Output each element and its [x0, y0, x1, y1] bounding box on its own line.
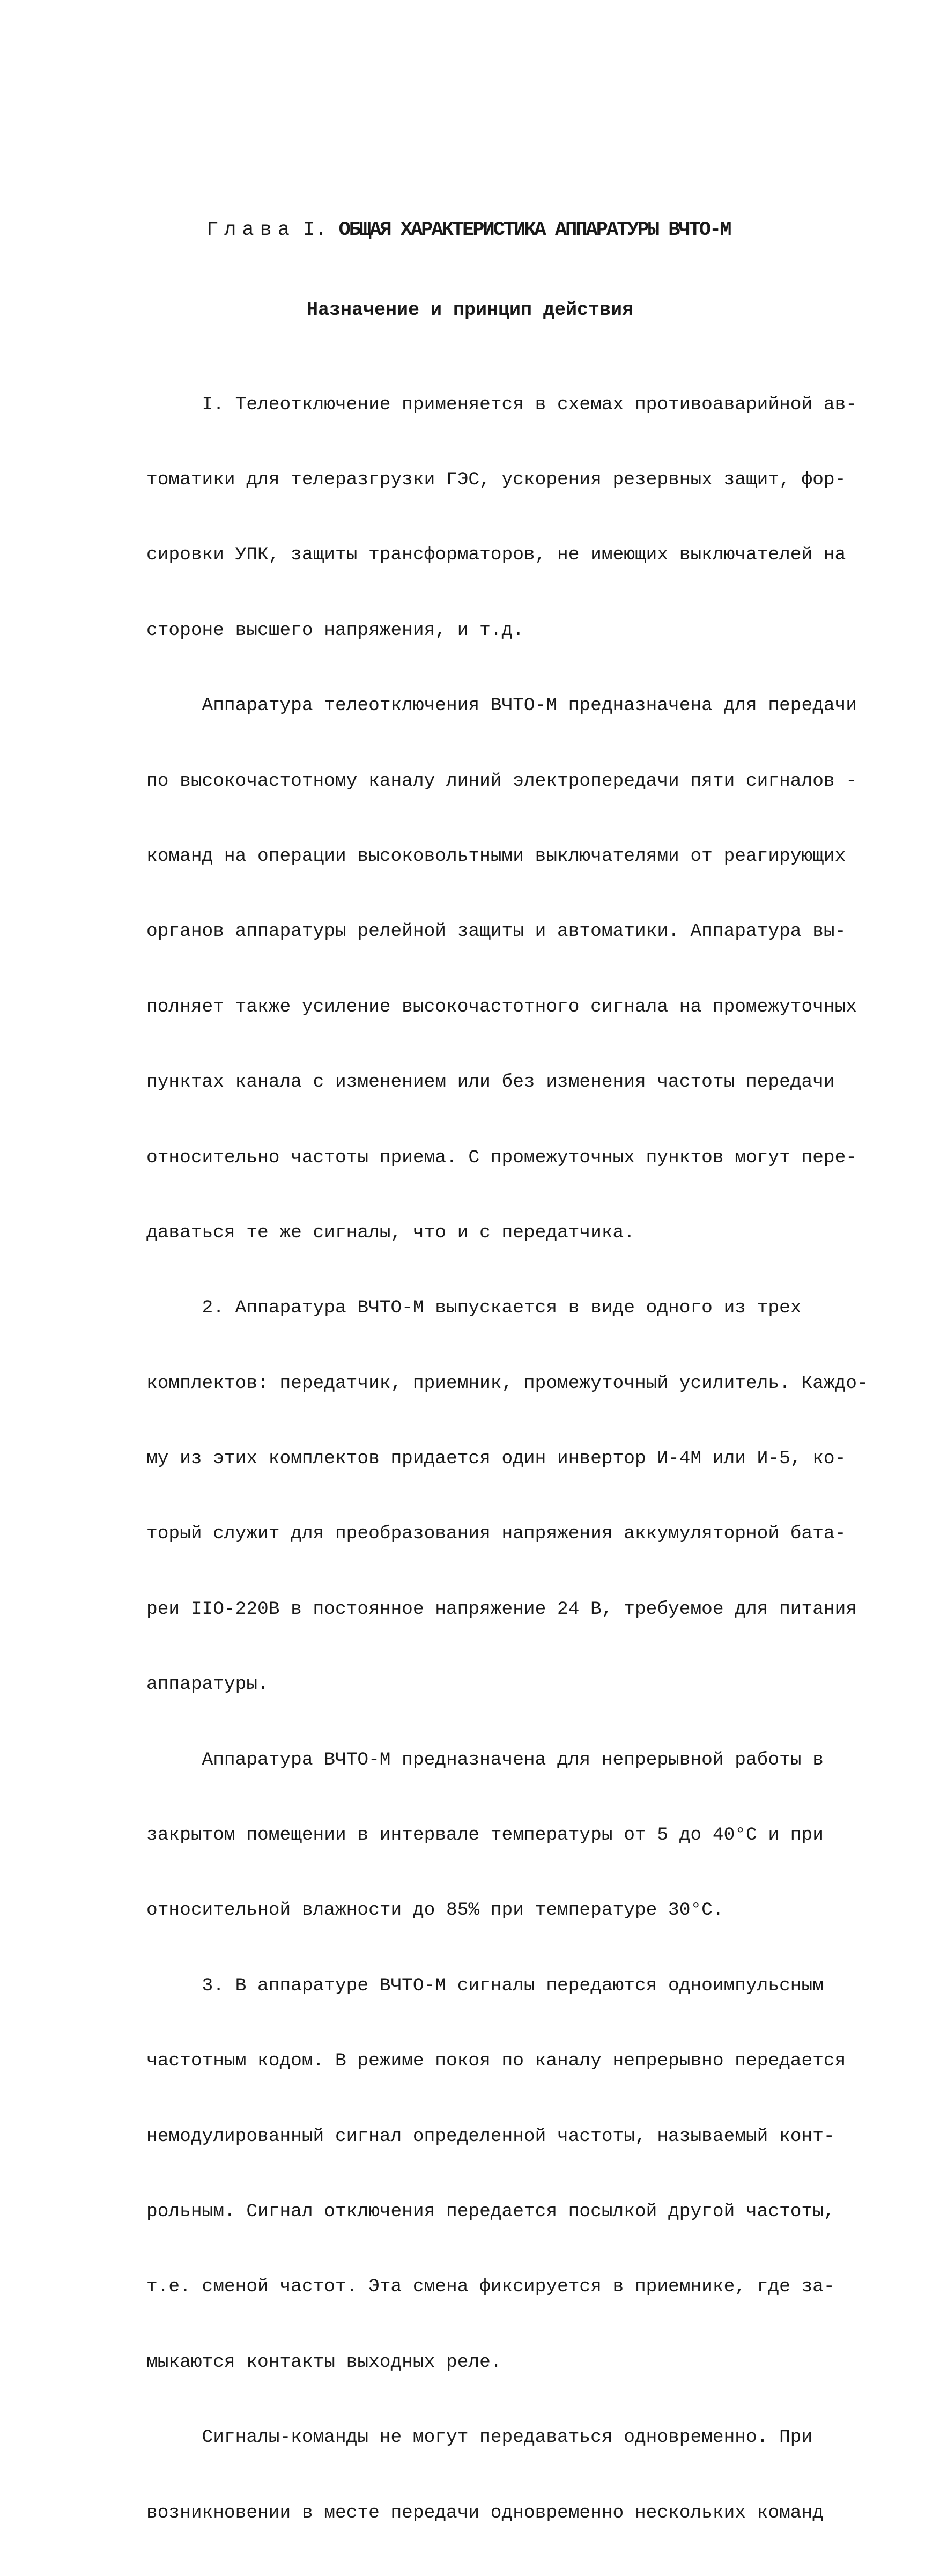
- text-line: аппаратуры.: [146, 1674, 269, 1695]
- chapter-title: [206, 217, 796, 243]
- text-line: рольным. Сигнал отключения передается посылкой другой частоты,: [146, 2201, 835, 2222]
- text-line: команд на операции высоковольтными выключателями от реагирующих: [146, 845, 846, 867]
- text-line: относительной влажности до 85% при температуре 30°С.: [146, 1900, 724, 1921]
- chapter-name: ОБЩАЯ ХАРАКТЕРИСТИКА АППАРАТУРЫ ВЧТО-М: [338, 219, 730, 241]
- text-line: закрытом помещении в интервале температуры от 5 до 40°С и при: [146, 1825, 824, 1846]
- text-line: возникновении в месте передачи одновременно нескольких команд: [146, 2502, 824, 2523]
- text-line: т.е. сменой частот. Эта смена фиксируется в приемнике, где за-: [146, 2276, 835, 2298]
- text-line: немодулированный сигнал определенной частоты, называемый конт-: [146, 2125, 835, 2147]
- text-line: 2. Аппаратура ВЧТО-М выпускается в виде одного из трех: [146, 1297, 802, 1319]
- text-line: мыкаются контакты выходных реле.: [146, 2351, 502, 2373]
- text-line: торый служит для преобразования напряжения аккумуляторной бата-: [146, 1523, 846, 1545]
- text-line: комплектов: передатчик, приемник, промежуточный усилитель. Каждо-: [146, 1372, 868, 1394]
- text-line: Аппаратура ВЧТО-М предназначена для непрерывной работы в: [146, 1749, 824, 1770]
- body-text: [146, 342, 868, 2576]
- text-line: даваться те же сигналы, что и с передатчика.: [146, 1222, 635, 1243]
- text-line: Аппаратура телеотключения ВЧТО-М предназначена для передачи: [146, 695, 857, 717]
- text-line: стороне высшего напряжения, и т.д.: [146, 619, 524, 641]
- chapter-number: I.: [303, 219, 327, 241]
- text-line: частотным кодом. В режиме покоя по каналу непрерывно передается: [146, 2050, 846, 2072]
- text-line: томатики для телеразгрузки ГЭС, ускорения резервных защит, фор-: [146, 469, 846, 490]
- text-line: Сигналы-команды не могут передаваться одновременно. При: [146, 2427, 813, 2448]
- text-line: сировки УПК, защиты трансформаторов, не имеющих выключателей на: [146, 544, 846, 566]
- chapter-label: Глава: [206, 219, 296, 241]
- text-line: относительно частоты приема. С промежуточных пунктов могут пере-: [146, 1147, 857, 1168]
- text-line: по высокочастотному каналу линий электропередачи пяти сигналов -: [146, 770, 857, 792]
- text-line: полняет также усиление высокочастотного сигнала на промежуточных: [146, 996, 857, 1017]
- text-line: 3. В аппаратуре ВЧТО-М сигналы передаются одноимпульсным: [146, 1975, 824, 1996]
- text-line: I. Телеотключение применяется в схемах противоаварийной ав-: [146, 394, 857, 415]
- text-line: реи IIO-220В в постоянное напряжение 24 В, требуемое для питания: [146, 1598, 857, 1620]
- text-line: органов аппаратуры релейной защиты и автоматики. Аппаратура вы-: [146, 921, 846, 942]
- text-line: пунктах канала с изменением или без изменения частоты передачи: [146, 1072, 835, 1093]
- text-line: му из этих комплектов придается один инвертор И-4М или И-5, ко-: [146, 1448, 846, 1470]
- section-title: Назначение и принцип действия: [306, 299, 634, 321]
